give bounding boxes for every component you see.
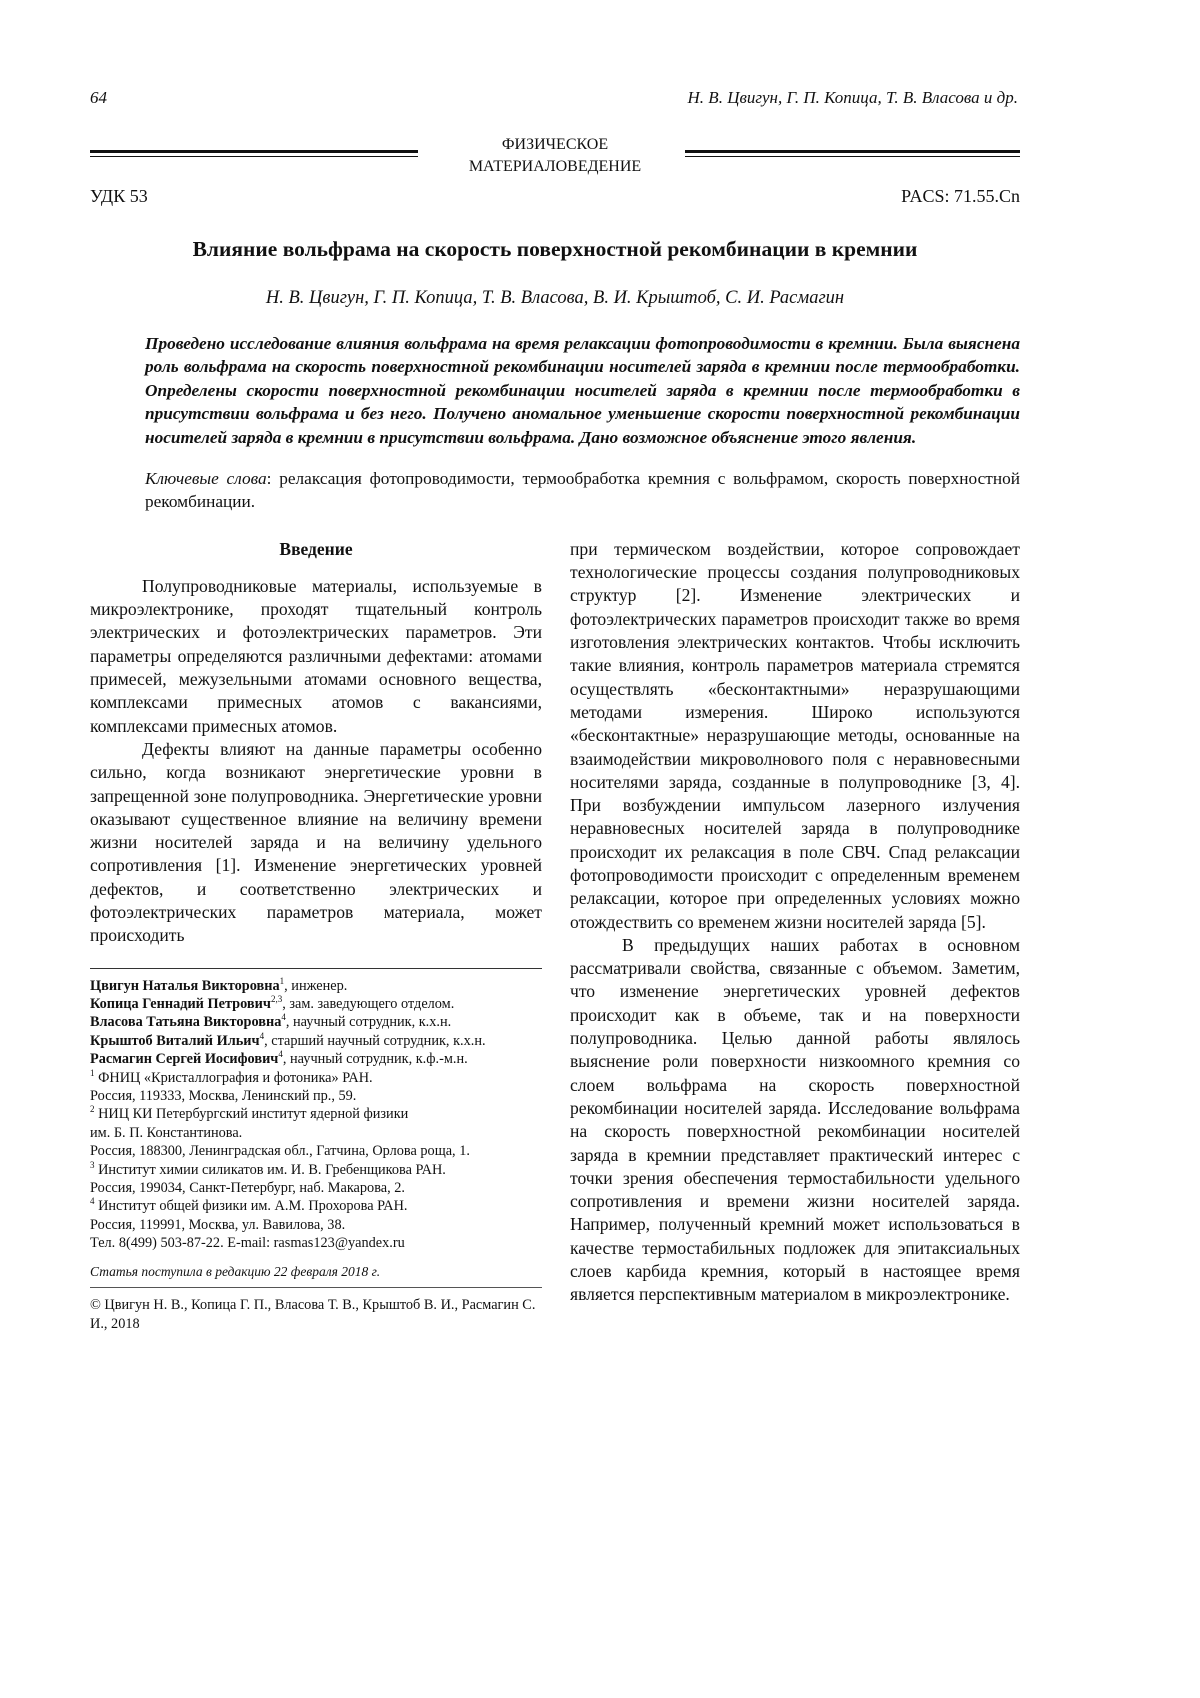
header-rule-left	[90, 150, 418, 157]
contact-info: Тел. 8(499) 503-87-22. E-mail: rasmas123@yandex.ru	[90, 1234, 542, 1252]
text-span: 4	[278, 1049, 283, 1059]
paragraph: Полупроводниковые материалы, используемые в микроэлектронике, проходят тщательный контроль электрических и фотоэлектрических параметров. Эти параметры определяются различными дефектами: атомами примесей, межузельными атомами основного вещества, комплексами примесных атомов с вакансиями, комплексами примесных атомов.	[90, 575, 542, 738]
text-span: 3	[90, 1160, 95, 1170]
affiliation-address: Россия, 188300, Ленинградская обл., Гатчина, Орлова роща, 1.	[90, 1142, 542, 1160]
section-line2: МАТЕРИАЛОВЕДЕНИЕ	[420, 156, 690, 178]
udk: УДК 53	[90, 186, 148, 207]
keywords-label: Ключевые слова	[145, 469, 267, 488]
affiliation-address: Россия, 119991, Москва, ул. Вавилова, 38.	[90, 1216, 542, 1234]
affiliation-address: Россия, 119333, Москва, Ленинский пр., 59.	[90, 1087, 542, 1105]
text-span: , научный сотрудник, к.ф.-м.н.	[283, 1051, 468, 1067]
copyright-rule	[90, 1287, 542, 1288]
paragraph: при термическом воздействии, которое сопровождает технологические процессы создания полупроводниковых структур [2]. Изменение электрических и фотоэлектрических параметров происходит также во время изготовления электрических контактов. Чтобы исключить такие влияния, контроль параметров материала стремятся осуществлять «бесконтактными» неразрушающими методами измерения. Широко используются «бесконтактные» неразрушающие методы, основанные на взаимодействии микроволнового поля с неравновесными носителями заряда, созданные в полупроводнике [3, 4]. При возбуждении импульсом лазерного излучения неравновесных носителей заряда в полупроводнике происходит их релаксация в поле СВЧ. Спад релаксации фотопроводимости происходит с определенным временем релаксации, которое при определенных условиях можно отождествить со временем жизни носителей заряда [5].	[570, 538, 1020, 934]
text-span: 2,3	[271, 994, 282, 1004]
text-span: Власова Татьяна Викторовна	[90, 1014, 281, 1030]
text-span: Расмагин Сергей Иосифович	[90, 1051, 278, 1067]
text-span: Институт общей физики им. А.М. Прохорова РАН.	[98, 1198, 407, 1214]
keywords-text: : релаксация фотопроводимости, термообработка кремния с вольфрамом, скорость поверхностной рекомбинации.	[145, 469, 1020, 511]
right-column	[570, 538, 1020, 1307]
running-header: Н. В. Цвигун, Г. П. Копица, Т. В. Власова и др.	[688, 88, 1018, 108]
affiliation	[90, 1105, 542, 1123]
text-span: ФНИЦ «Кристаллография и фотоника» РАН.	[98, 1070, 373, 1086]
left-column-wrap	[90, 538, 542, 1334]
author-info	[90, 1013, 542, 1031]
copyright: © Цвигун Н. В., Копица Г. П., Власова Т. В., Крыштоб В. И., Расмагин С. И., 2018	[90, 1296, 542, 1334]
left-column	[90, 538, 542, 948]
article-authors: Н. В. Цвигун, Г. П. Копица, Т. В. Власова, В. И. Крыштоб, С. И. Расмагин	[90, 286, 1020, 310]
article-body	[90, 236, 1020, 1334]
author-info	[90, 977, 542, 995]
text-span: Копица Геннадий Петрович	[90, 996, 271, 1012]
text-span: 2	[90, 1105, 95, 1115]
affiliation	[90, 1197, 542, 1215]
text-span: 4	[90, 1197, 95, 1207]
author-info	[90, 1032, 542, 1050]
paragraph: В предыдущих наших работах в основном рассматривали свойства, связанные с объемом. Заметим, что изменение энергетических уровней дефектов происходит как в объеме, так и на поверхности полупроводника. Целью данной работы являлось выяснение роли поверхности низкоомного кремния со слоем вольфрама на скорость поверхностной рекомбинации носителей заряда. Исследование вольфрама на скорость поверхностной рекомбинации носителей заряда в кремнии представляет практический интерес с точки зрения обеспечения термостабильности удельного сопротивления и времени жизни носителей заряда. Например, полученный кремний может использоваться в качестве термостабильных подложек для эпитаксиальных слоев карбида кремния, который в настоящее время является перспективным материалом в микроэлектронике.	[570, 934, 1020, 1307]
text-span: , научный сотрудник, к.х.н.	[286, 1014, 451, 1030]
text-span: 4	[260, 1031, 265, 1041]
author-info	[90, 1050, 542, 1068]
intro-heading: Введение	[90, 538, 542, 561]
page-number: 64	[90, 88, 107, 108]
text-span: 1	[90, 1068, 95, 1078]
abstract: Проведено исследование влияния вольфрама на время релаксации фотопроводимости в кремнии. Была выяснена роль вольфрама на скорость поверхностной рекомбинации носителей заряда в кремнии после термообработки. Определены скорости поверхностной рекомбинации носителей заряда в кремнии после термообработки в присутствии вольфрама и без него. Получено аномальное уменьшение скорости поверхностной рекомбинации носителей заряда в кремнии в присутствии вольфрама. Дано возможное объяснение этого явления.	[145, 332, 1020, 449]
paper-page	[0, 0, 1200, 1698]
text-span: , старший научный сотрудник, к.х.н.	[264, 1033, 485, 1049]
text-span: Институт химии силикатов им. И. В. Гребенщикова РАН.	[98, 1162, 446, 1178]
text-span: , инженер.	[284, 978, 347, 994]
received-date: Статья поступила в редакцию 22 февраля 2018 г.	[90, 1263, 542, 1281]
journal-section	[420, 134, 690, 178]
section-line1: ФИЗИЧЕСКОЕ	[420, 134, 690, 156]
pacs: PACS: 71.55.Cn	[901, 186, 1020, 207]
affiliation	[90, 1069, 542, 1087]
article-title: Влияние вольфрама на скорость поверхностной рекомбинации в кремнии	[90, 236, 1020, 262]
author-footnote	[90, 977, 542, 1253]
affiliation-address: Россия, 199034, Санкт-Петербург, наб. Макарова, 2.	[90, 1179, 542, 1197]
text-span: Крыштоб Виталий Ильич	[90, 1033, 260, 1049]
text-span: НИЦ КИ Петербургский институт ядерной физики	[98, 1106, 408, 1122]
header-rule-right	[685, 150, 1020, 157]
text-span: Цвигун Наталья Викторовна	[90, 978, 280, 994]
paragraph: Дефекты влияют на данные параметры особенно сильно, когда возникают энергетические уровни в запрещенной зоне полупроводника. Энергетические уровни оказывают существенное влияние на величину времени жизни носителей заряда и на величину удельного сопротивления [1]. Изменение энергетических уровней дефектов, и соответственно электрических и фотоэлектрических параметров материала, может происходить	[90, 738, 542, 948]
text-span: , зам. заведующего отделом.	[282, 996, 454, 1012]
two-columns	[90, 538, 1020, 1334]
affiliation	[90, 1161, 542, 1179]
footnote-rule	[90, 968, 542, 969]
author-info	[90, 995, 542, 1013]
text-span: 1	[280, 976, 285, 986]
text-span: 4	[281, 1013, 286, 1023]
keywords	[145, 467, 1020, 514]
affiliation-line: им. Б. П. Константинова.	[90, 1124, 542, 1142]
